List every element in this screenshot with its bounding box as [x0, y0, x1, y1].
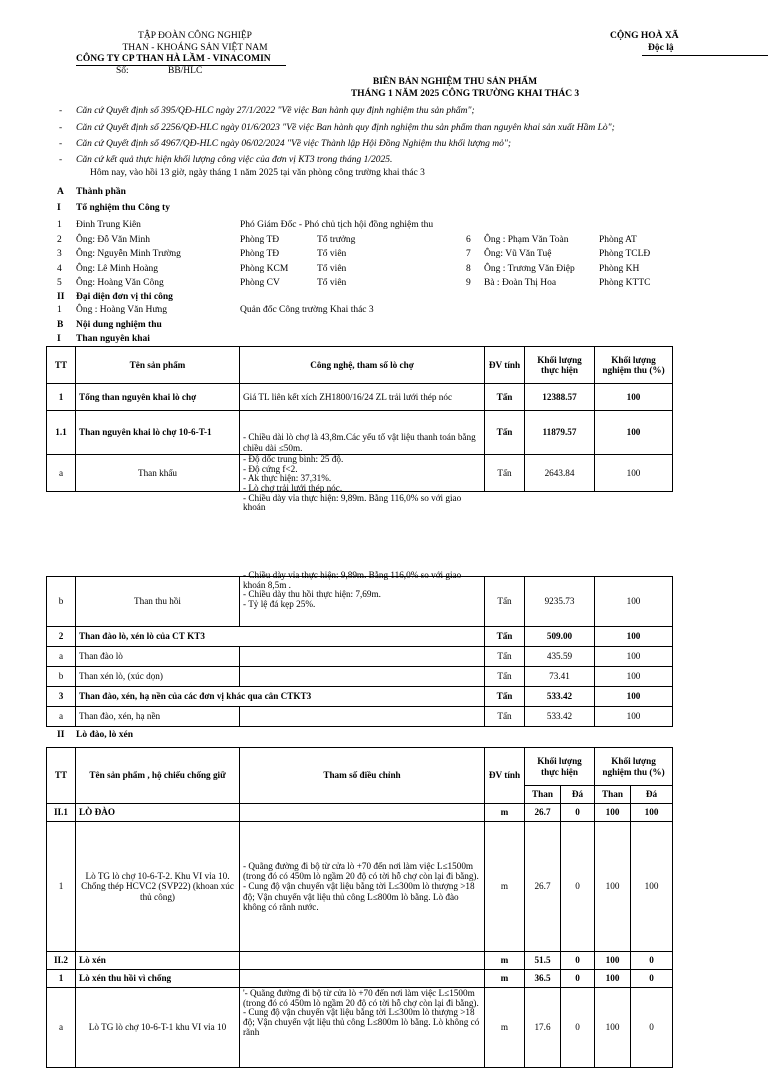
section-number: I: [57, 334, 61, 344]
member-name: Ông: Đỗ Văn Minh: [76, 235, 150, 245]
cell-unit: Tấn: [485, 411, 525, 455]
cell-pct-rock: 0: [631, 970, 673, 988]
tunnel-table: [46, 747, 673, 1068]
cell-params: '- Quãng đường đi bộ từ cửa lò +70 đến nơi làm việc L≤1500m (trong đó có 450m lò ngầm 20 độ có tời hỗ chợ còn lại đi bằng). - Cung độ vận chuyển vật liệu bằng tời L≤300m lò thượng >18 độ; Vận chuyển vật liệu thủ công L≤800m lò bằng. Lò không có rãnh: [240, 988, 485, 1068]
section-heading: Nội dung nghiệm thu: [76, 320, 162, 330]
cell-qty-rock: 0: [561, 822, 595, 952]
header-params: Tham số điều chỉnh: [240, 748, 485, 804]
cell-unit: m: [485, 970, 525, 988]
cell-pct: 100: [595, 687, 673, 707]
cell-product: Than thu hồi: [76, 577, 240, 627]
cell-tech: [240, 454, 485, 513]
report-title: BIÊN BẢN NGHIỆM THU SẢN PHẨM: [372, 77, 538, 87]
cell-tech: Giá TL liên kết xích ZH1800/16/24 ZL trải lưới thép nóc: [240, 384, 485, 411]
number-label: Số:: [116, 66, 129, 76]
cell-tt: II.1: [47, 804, 76, 822]
coal-table-part2: [46, 570, 673, 727]
cell-tech: [240, 647, 485, 667]
cell-unit: m: [485, 804, 525, 822]
tech-text: - Độ dốc trung bình: 25 độ. - Độ cứng f<2. - Ak thực hiện: 37,31%. - Lò chợ trải lưới thép nóc. - Chiều dày vỉa thực hiện: 9,89m. Bằng 116,0% so với giao khoán: [243, 454, 462, 513]
member-no: 7: [466, 249, 471, 259]
member-dept: Phòng KCM: [240, 264, 289, 274]
cell-tt: b: [47, 577, 76, 627]
header-coal: Than: [595, 786, 631, 804]
cell-product: Than khấu: [76, 455, 240, 492]
cell-qty-coal: 36.5: [525, 970, 561, 988]
member-no: 8: [466, 264, 471, 274]
cell-qty-rock: 0: [561, 970, 595, 988]
cell-qty-coal: 17.6: [525, 988, 561, 1068]
cell-tt: 1: [47, 822, 76, 952]
basis-line: Căn cứ Quyết định số 4967/QĐ-HLC ngày 06/02/2024 "Về việc Thành lập Hội Đồng Nghiệm thu khối lượng mỏ";: [76, 139, 512, 149]
cell-product: Lò TG lò chợ 10-6-T-1 khu VI vỉa 10: [76, 988, 240, 1068]
cell-tt: 1: [47, 970, 76, 988]
member-no: 4: [57, 264, 62, 274]
cell-unit: Tấn: [485, 577, 525, 627]
cell-pct-coal: 100: [595, 822, 631, 952]
cell-product: Than nguyên khai lò chợ 10-6-T-1: [76, 411, 240, 455]
header-product: Tên sản phẩm: [76, 347, 240, 384]
header-qty: Khối lượng thực hiện: [525, 347, 595, 384]
cell-qty-rock: 0: [561, 952, 595, 970]
cell-pct-rock: 100: [631, 822, 673, 952]
section-number: B: [57, 320, 64, 330]
member-name: Ông : Phạm Văn Toàn: [484, 235, 569, 245]
cell-pct-rock: 100: [631, 804, 673, 822]
cell-pct: 100: [595, 411, 673, 455]
basis-dash: -: [59, 155, 63, 165]
header-pct: Khối lượng nghiệm thu (%): [595, 347, 673, 384]
cell-pct-coal: 100: [595, 988, 631, 1068]
cell-unit: Tấn: [485, 627, 525, 647]
member-name: Bà : Đoàn Thị Hoa: [484, 278, 557, 288]
member-no: 1: [57, 305, 62, 315]
republic-title: CỘNG HOÀ XÃ: [610, 31, 679, 41]
basis-dash: -: [59, 139, 63, 149]
section-number: A: [57, 187, 64, 197]
coal-table-part1: [46, 346, 673, 513]
cell-pct-coal: 100: [595, 970, 631, 988]
member-name: Ông: Lê Minh Hoàng: [76, 264, 159, 274]
cell-qty: 533.42: [525, 707, 595, 727]
cell-pct: 100: [595, 577, 673, 627]
member-dept: Phòng TĐ: [240, 249, 280, 259]
member-dept: Phòng AT: [599, 235, 637, 245]
cell-tech: [240, 667, 485, 687]
org-line-2: THAN - KHOÁNG SẢN VIỆT NAM: [122, 43, 268, 53]
member-role: Tổ viên: [317, 278, 347, 288]
header-pct: Khối lượng nghiệm thu (%): [595, 748, 673, 786]
cell-tt: a: [47, 707, 76, 727]
member-name: Ông: Hoàng Văn Công: [76, 278, 164, 288]
header-unit: ĐV tính: [485, 347, 525, 384]
cell-product: Lò xén: [76, 952, 240, 970]
cell-tt: 1: [47, 384, 76, 411]
cell-unit: m: [485, 952, 525, 970]
cell-pct: 100: [595, 455, 673, 492]
basis-line: Căn cứ kết quả thực hiện khối lượng công việc của đơn vị KT3 trong tháng 1/2025.: [76, 155, 393, 165]
cell-tt: II.2: [47, 952, 76, 970]
cell-product: Than xén lò, (xúc dọn): [76, 667, 240, 687]
cell-unit: Tấn: [485, 687, 525, 707]
section-heading: Thành phần: [76, 187, 126, 197]
basis-dash: -: [59, 106, 63, 116]
cell-unit: m: [485, 988, 525, 1068]
member-name: Đinh Trung Kiên: [76, 220, 141, 230]
cell-qty: 11879.57: [525, 411, 595, 455]
cell-pct: 100: [595, 627, 673, 647]
cell-pct-rock: 0: [631, 952, 673, 970]
cell-unit: Tấn: [485, 455, 525, 492]
cell-product: Tổng than nguyên khai lò chợ: [76, 384, 240, 411]
member-name: Ông : Hoàng Văn Hưng: [76, 305, 167, 315]
cell-product: Than đào, xén, hạ nền của các đơn vị khác qua cân CTKT3: [76, 687, 485, 707]
member-role: Quản đốc Công trường Khai thác 3: [240, 305, 374, 315]
cell-product: Than đào lò: [76, 647, 240, 667]
header-tt: TT: [47, 748, 76, 804]
member-no: 6: [466, 235, 471, 245]
cell-qty: 73.41: [525, 667, 595, 687]
header-rock: Đá: [631, 786, 673, 804]
cell-qty: 435.59: [525, 647, 595, 667]
basis-line: Căn cứ Quyết định số 2256/QĐ-HLC ngày 01/6/2023 "Về việc Ban hành quy định nghiệm thu sản phẩm than nguyên khai sản xuất Hầm Lò";: [76, 123, 615, 133]
cell-qty: 12388.57: [525, 384, 595, 411]
cell-tt: a: [47, 455, 76, 492]
member-dept: Phòng CV: [240, 278, 280, 288]
tech-text: - Chiều dày vỉa thực hiện: 9,89m. Bằng 116,0% so với giao khoán 8,5m . - Chiều dày thu hồi thực hiện: 7,69m. - Tỷ lệ đá kẹp 25%.: [243, 570, 462, 609]
cell-params: [240, 952, 485, 970]
member-role: Tổ viên: [317, 264, 347, 274]
cell-pct: 100: [595, 707, 673, 727]
cell-params: [240, 970, 485, 988]
report-subtitle: THÁNG 1 NĂM 2025 CÔNG TRƯỜNG KHAI THÁC 3: [350, 89, 580, 99]
member-no: 2: [57, 235, 62, 245]
cell-tt: 3: [47, 687, 76, 707]
section-heading: Than nguyên khai: [76, 334, 150, 344]
member-name: Ông : Trương Văn Điệp: [484, 264, 575, 274]
cell-pct: 100: [595, 384, 673, 411]
cell-qty-coal: 51.5: [525, 952, 561, 970]
section-heading: Đại diện đơn vị thi công: [76, 292, 173, 302]
member-name: Ông: Vũ Văn Tuệ: [484, 249, 552, 259]
member-no: 3: [57, 249, 62, 259]
cell-product: LÒ ĐÀO: [76, 804, 240, 822]
cell-params: - Quãng đường đi bộ từ cửa lò +70 đến nơi làm việc L≤1500m (trong đó có 450m lò ngầm 20 độ có tời hỗ chợ còn lại đi bằng). - Cung độ vận chuyển vật liệu bằng tời L≤300m lò thượng >18 độ; Vận chuyển vật liệu thủ công L≤800m lò bằng. Lò đào không có rãnh nước.: [240, 822, 485, 952]
cell-tt: 1.1: [47, 411, 76, 455]
member-no: 9: [466, 278, 471, 288]
cell-params: [240, 804, 485, 822]
cell-pct-coal: 100: [595, 804, 631, 822]
cell-unit: Tấn: [485, 647, 525, 667]
cell-tt: 2: [47, 627, 76, 647]
cell-qty-rock: 0: [561, 988, 595, 1068]
cell-qty: 509.00: [525, 627, 595, 647]
header-tt: TT: [47, 347, 76, 384]
cell-pct-coal: 100: [595, 952, 631, 970]
cell-pct: 100: [595, 647, 673, 667]
cell-tech: - Chiều dài lò chợ là 43,8m.Các yếu tố vật liệu thanh toán bằng chiều dài ≤50m.: [240, 411, 485, 455]
section-heading: Lò đào, lò xén: [76, 730, 134, 740]
cell-tech: [240, 570, 485, 627]
header-qty: Khối lượng thực hiện: [525, 748, 595, 786]
cell-product: Lò TG lò chợ 10-6-T-2. Khu VI vỉa 10. Chống thép HCVC2 (SVP22) (khoan xúc thủ công): [76, 822, 240, 952]
org-line-1: TẬP ĐOÀN CÔNG NGHIỆP: [138, 31, 252, 41]
cell-pct: 100: [595, 667, 673, 687]
cell-tt: b: [47, 667, 76, 687]
cell-qty-rock: 0: [561, 804, 595, 822]
member-dept: Phó Giám Đốc - Phó chủ tịch hội đồng nghiệm thu: [240, 220, 434, 230]
header-rock: Đá: [561, 786, 595, 804]
number-value: BB/HLC: [168, 66, 203, 76]
independence-motto: Độc lậ: [648, 43, 674, 53]
member-dept: Phòng TĐ: [240, 235, 280, 245]
cell-unit: Tấn: [485, 667, 525, 687]
motto-underline: [642, 55, 768, 56]
cell-qty-coal: 26.7: [525, 804, 561, 822]
member-name: Ông: Nguyễn Minh Trường: [76, 249, 181, 259]
header-tech: Công nghệ, tham số lò chợ: [240, 347, 485, 384]
basis-dash: -: [59, 123, 63, 133]
header-unit: ĐV tính: [485, 748, 525, 804]
cell-pct-rock: 0: [631, 988, 673, 1068]
header-product: Tên sản phẩm , hộ chiếu chống giữ: [76, 748, 240, 804]
company-name: CÔNG TY CP THAN HÀ LẦM - VINACOMIN: [76, 54, 271, 64]
cell-tt: a: [47, 647, 76, 667]
cell-product: Lò xén thu hồi vì chống: [76, 970, 240, 988]
section-number: II: [57, 730, 65, 740]
member-role: Tổ trưởng: [317, 235, 356, 245]
member-dept: Phòng TCLĐ: [599, 249, 651, 259]
cell-qty-coal: 26.7: [525, 822, 561, 952]
cell-tech: [240, 707, 485, 727]
cell-qty: 2643.84: [525, 455, 595, 492]
cell-product: Than đào, xén, hạ nền: [76, 707, 240, 727]
member-dept: Phòng KTTC: [599, 278, 651, 288]
basis-line: Căn cứ Quyết định số 395/QĐ-HLC ngày 27/1/2022 "Về việc Ban hành quy định nghiệm thu sản phẩm";: [76, 106, 475, 116]
member-no: 1: [57, 220, 62, 230]
cell-unit: m: [485, 822, 525, 952]
cell-qty: 9235.73: [525, 577, 595, 627]
header-coal: Than: [525, 786, 561, 804]
cell-unit: Tấn: [485, 707, 525, 727]
member-dept: Phòng KH: [599, 264, 640, 274]
cell-qty: 533.42: [525, 687, 595, 707]
cell-product: Than đào lò, xén lò của CT KT3: [76, 627, 485, 647]
member-role: Tổ viên: [317, 249, 347, 259]
cell-tt: a: [47, 988, 76, 1068]
intro-text: Hôm nay, vào hồi 13 giờ, ngày tháng 1 năm 2025 tại văn phòng công trường khai thác 3: [90, 168, 425, 178]
section-heading: Tổ nghiệm thu Công ty: [76, 203, 170, 213]
member-no: 5: [57, 278, 62, 288]
section-number: I: [57, 203, 61, 213]
cell-unit: Tấn: [485, 384, 525, 411]
section-number: II: [57, 292, 65, 302]
